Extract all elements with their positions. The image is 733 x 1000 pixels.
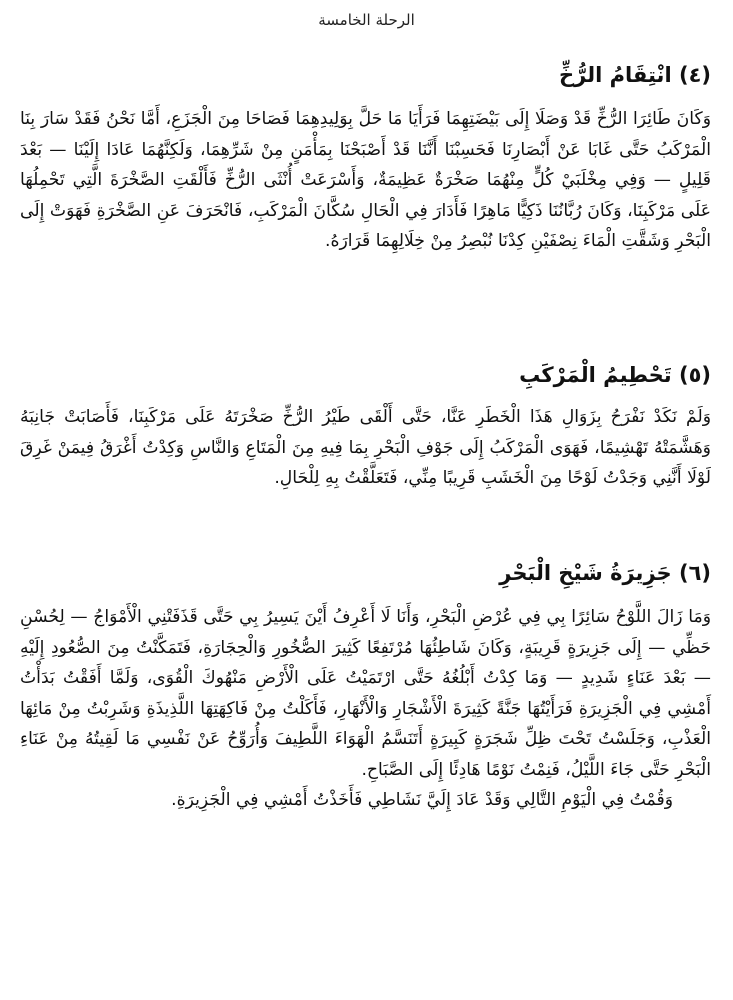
section-paragraph: وَكَانَ طَائِرَا الرُّخِّ قَدْ وَصَلَا إِلَى بَيْضَتِهِمَا فَرَأَيَا مَا حَلَّ بِوَلِيدِهِمَا فَصَاحَا مِنَ الْجَزَعِ، أَمَّا نَحْنُ فَقَدْ سَارَ بِنَا الْمَرْكَبُ حَتَّى غَابَا عَنْ أَبْصَارِنَا فَحَسِبْنَا أَنَّنَا قَدْ أَصْبَحْنَا بِمَأْمَنٍ مِنْ شَرِّهِمَا، وَلَكِنَّهُمَا عَادَا إِلَيْنَا — بَعْدَ قَلِيلٍ — وَفِي مِخْلَبَيْ كُلٍّ مِنْهُمَا صَخْرَةٌ عَظِيمَةٌ، وَأَسْرَعَتْ أُنْثَى الرُّخِّ فَأَلْقَتِ الصَّخْرَةَ الَّتِي تَحْمِلُهَا عَلَى مَرْكَبِنَا، وَكَانَ رُبَّانُنَا ذَكِيًّا مَاهِرًا فَأَدَارَ فِي الْحَالِ سُكَّانَ الْمَرْكَبِ، فَانْحَرَفَ عَنِ الصَّخْرَةِ فَهَوَتْ إِلَى الْبَحْرِ وَشَقَّتِ الْمَاءَ نِصْفَيْنِ كِدْنَا نُبْصِرُ مِنْ خِلَالِهِمَا قَرَارَهُ.	[20, 109, 711, 251]
section-paragraph: وَلَمْ نَكَدْ نَفْرَحُ بِزَوَالِ هَذَا الْخَطَرِ عَنَّا، حَتَّى أَلْقَى طَيْرُ الرُّخِّ صَخْرَتَهُ عَلَى مَرْكَبِنَا، فَأَصَابَتْ جَانِبَهُ وَهَشَّمَتْهُ تَهْشِيمًا، فَهَوَى الْمَرْكَبُ إِلَى جَوْفِ الْبَحْرِ بِمَا فِيهِ مِنَ الْمَتَاعِ وَالنَّاسِ وَكِدْتُ أَغْرَقُ فِيمَنْ غَرِقَ لَوْلَا أَنَّنِي وَجَدْتُ لَوْحًا مِنَ الْخَشَبِ قَرِيبًا مِنِّي، فَتَعَلَّقْتُ بِهِ لِلْحَالِ.	[20, 407, 711, 488]
section-heading: (٥) تَحْطِيمُ الْمَرْكَبِ	[519, 363, 711, 387]
section-6	[20, 558, 711, 816]
section-heading: (٦) جَزِيرَةُ شَيْخِ الْبَحْرِ	[499, 561, 711, 585]
section-4	[20, 60, 711, 257]
section-paragraph: وَمَا زَالَ اللَّوْحُ سَائِرًا بِي فِي عُرْضِ الْبَحْرِ، وَأَنَا لَا أَعْرِفُ أَيْنَ يَسِيرُ بِي حَتَّى قَذَفَتْنِي الْأَمْوَاجُ — لِحُسْنِ حَظِّي — إِلَى جَزِيرَةٍ قَرِيبَةٍ، وَكَانَ شَاطِئُهَا مُرْتَفِعًا كَثِيرَ الصُّخُورِ وَالْحِجَارَةِ، فَتَمَكَّنْتُ مِنَ الصُّعُودِ إِلَيْهِ — بَعْدَ عَنَاءٍ شَدِيدٍ — وَمَا كِدْتُ أَبْلُغُهُ حَتَّى ارْتَمَيْتُ عَلَى الْأَرْضِ مَنْهُوكَ الْقُوَى، وَلَمَّا أَفَقْتُ بَدَأْتُ أَمْشِي فِي الْجَزِيرَةِ فَرَأَيْتُهَا جَنَّةً كَثِيرَةَ الْأَشْجَارِ وَالْأَنْهَارِ، فَأَكَلْتُ مِنْ فَاكِهَتِهَا اللَّذِيذَةِ وَشَرِبْتُ مِنْ مَائِهَا الْعَذْبِ، وَجَلَسْتُ تَحْتَ ظِلِّ شَجَرَةٍ كَبِيرَةٍ أَتَنَسَّمُ الْهَوَاءَ اللَّطِيفَ وَأُرَوِّحُ عَنْ نَفْسِي مَا لَقِيتُهُ مِنْ عَنَاءِ الْبَحْرِ حَتَّى جَاءَ اللَّيْلُ، فَنِمْتُ نَوْمًا هَادِئًا إِلَى الصَّبَاحِ.	[20, 607, 711, 780]
section-5	[20, 360, 711, 494]
section-heading: (٤) انْتِقَامُ الرُّخِّ	[559, 63, 711, 87]
closing-paragraph: وَقُمْتُ فِي الْيَوْمِ التَّالِي وَقَدْ عَادَ إِلَيَّ نَشَاطِي فَأَخَذْتُ أَمْشِي فِي الْجَزِيرَةِ.	[171, 790, 673, 810]
running-header: الرحلة الخامسة	[318, 11, 415, 29]
